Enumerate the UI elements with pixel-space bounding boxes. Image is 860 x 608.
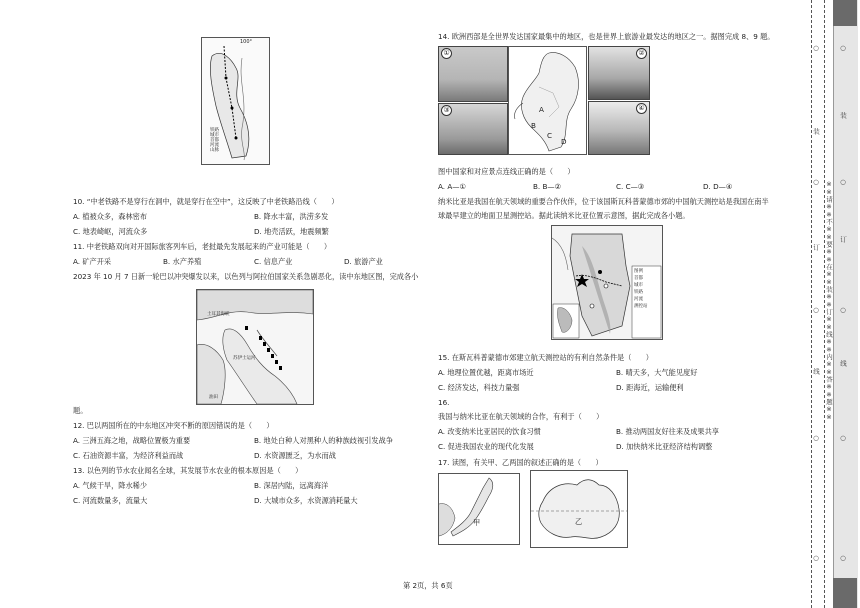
q14-option-b: B. B—② [533, 182, 562, 191]
map-letter-d: D [561, 137, 567, 146]
legend-item: 河流 [210, 143, 219, 148]
europe-map [508, 46, 587, 155]
inner-label-xian: 线 [839, 360, 847, 367]
q12-option-c: C. 石油资源丰富，为经济利益而战 [73, 451, 184, 460]
circle-mark: ○ [839, 434, 847, 442]
q10-option-b: B. 降水丰富，洪涝多发 [254, 212, 329, 221]
q16-option-b: B. 推动两国友好往来及成果共享 [616, 427, 719, 436]
legend-item: 首都 [634, 276, 643, 281]
intro-15-line2: 球最早建立的地面卫星测控站。据此读纳米比亚位置示意图，据此完成各小题。 [438, 211, 690, 220]
photo-4 [588, 101, 650, 155]
page-footer: 第 2页，共 6页 [403, 581, 453, 590]
inner-label-zhuang: 装 [839, 112, 847, 119]
binding-strip [803, 0, 860, 608]
photo-2 [588, 46, 650, 100]
q16-option-c: C. 促进我国农业的现代化发展 [438, 442, 534, 451]
legend-item: 河流 [634, 297, 643, 302]
laos-railway-map [201, 37, 270, 165]
map-letter-a: A [539, 105, 544, 114]
intro-15-line1: 纳米比亚是我国在航天领域的重要合作伙伴，位于该国斯瓦科普蒙德市郊的中国航天测控站是我国在南半 [438, 197, 769, 206]
q12-stem: 12. 巴以两国所在的中东地区冲突不断的原因错误的是（ ） [73, 421, 274, 430]
q14-option-d: D. D—④ [703, 182, 733, 191]
australia-drawing [531, 471, 627, 547]
map4-country-b: 乙 [575, 517, 583, 526]
intro-12-line2: 题。 [73, 406, 88, 415]
outer-label-ding: 订 [812, 244, 820, 251]
binding-notice: ※※请※※不※※要※※在※※装※※订※※线※※内※※答※※题※※ [825, 180, 833, 421]
photo-number: ④ [636, 103, 647, 114]
q11-option-a: A. 矿产开采 [73, 257, 112, 266]
map1-lat-label: 100° [240, 39, 253, 45]
q10-stem: 10. “中老铁路不是穿行在洞中，就是穿行在空中”，这反映了中老铁路沿线（ ） [73, 197, 339, 206]
q15-stem: 15. 在斯瓦科普蒙德市郊建立航天测控站的有利自然条件是（ ） [438, 353, 653, 362]
binding-panel [833, 0, 858, 608]
photo-1 [438, 46, 508, 102]
legend-item: 城市 [210, 133, 219, 138]
photo-number: ② [636, 48, 647, 59]
map2-legend: 油田 [209, 395, 218, 400]
q10-option-c: C. 地表崎岖，河流众多 [73, 227, 148, 236]
map2-sea-label: 土耳其海峡 [207, 312, 230, 317]
q16-option-d: D. 加快纳米比亚经济结构调整 [616, 442, 713, 451]
q11-option-d: D. 旅游产业 [344, 257, 383, 266]
japan-drawing [439, 474, 519, 544]
legend-item: 城市 [634, 283, 643, 288]
q16-stem: 我国与纳米比亚在航天领域的合作，有利于（ ） [438, 412, 604, 421]
middle-east-drawing [197, 290, 313, 404]
q12-option-a: A. 三洲五海之地，战略位置极为重要 [73, 436, 191, 445]
q10-option-a: A. 植被众多，森林密布 [73, 212, 148, 221]
legend-item: 测控站 [634, 304, 648, 309]
legend-item: 铁路 [634, 290, 643, 295]
q10-option-d: D. 地壳活跃，地震频繁 [254, 227, 329, 236]
binding-corner-mark [833, 578, 857, 608]
q12-option-b: B. 地处白种人对黑种人的种族歧视引发战争 [254, 436, 393, 445]
q13-option-c: C. 河流数量多，流量大 [73, 496, 148, 505]
q14-option-a: A. A—① [438, 182, 466, 191]
q17-stem: 17. 读图，有关甲、乙两国的叙述正确的是（ ） [438, 458, 603, 467]
map2-canal-label: 苏伊士运河 [233, 356, 256, 361]
q13-stem: 13. 以色列的节水农业闻名全球，其发展节水农业的根本原因是（ ） [73, 466, 303, 475]
q11-option-c: C. 信息产业 [254, 257, 293, 266]
legend-item: 山脉 [210, 148, 219, 153]
photo-number: ③ [441, 105, 452, 116]
middle-east-map [196, 289, 314, 405]
map4-country-a: 甲 [473, 518, 481, 527]
circle-mark: ○ [812, 434, 820, 442]
q13-option-a: A. 气候干旱，降水稀少 [73, 481, 148, 490]
legend-item: 铁路 [210, 128, 219, 133]
q15-option-a: A. 地理位置优越，距离市场近 [438, 368, 534, 377]
map1-legend [210, 128, 219, 153]
binding-corner-mark [833, 0, 857, 26]
intro-12-line1: 2023 年 10 月 7 日新一轮巴以冲突爆发以来，以色列与阿拉伯国家关系急剧恶化，读中东地区图，完成各小 [73, 272, 419, 281]
outer-label-zhuang: 装 [812, 128, 820, 135]
map-letter-c: C [547, 131, 553, 140]
q16-number: 16. [438, 398, 450, 407]
circle-mark: ○ [839, 44, 847, 52]
q14-option-c: C. C—③ [616, 182, 645, 191]
australia-map [530, 470, 628, 548]
circle-mark: ○ [812, 44, 820, 52]
q15-option-b: B. 晴天多，大气能见度好 [616, 368, 698, 377]
q13-option-b: B. 深居内陆，远离海洋 [254, 481, 329, 490]
circle-mark: ○ [839, 554, 847, 562]
q11-option-b: B. 水产养殖 [163, 257, 202, 266]
q11-stem: 11. 中老铁路双向对开国际旅客列车后，老挝最先发展起来的产业可能是（ ） [73, 242, 332, 251]
inner-label-ding: 订 [839, 236, 847, 243]
circle-mark: ○ [812, 306, 820, 314]
outer-label-xian: 线 [812, 368, 820, 375]
q15-option-d: D. 距海近，运输便利 [616, 383, 684, 392]
circle-mark: ○ [812, 554, 820, 562]
map-letter-b: B [531, 121, 536, 130]
q13-option-d: D. 大城市众多，水资源消耗量大 [254, 496, 358, 505]
circle-mark: ○ [839, 178, 847, 186]
q14-intro: 14. 欧洲西部是全世界发达国家最集中的地区，也是世界上旅游业最发达的地区之一。据图完成 8、9 题。 [438, 32, 775, 41]
legend-item: 首都 [210, 138, 219, 143]
dotted-fold-line [811, 0, 812, 608]
photo-number: ① [441, 48, 452, 59]
namibia-map [551, 225, 663, 340]
q15-option-c: C. 经济发达，科技力量强 [438, 383, 520, 392]
q14-stem: 图中国家和对应景点连线正确的是（ ） [438, 167, 575, 176]
japan-map [438, 473, 520, 545]
legend-item: 图例 [634, 269, 643, 274]
photo-3 [438, 103, 508, 155]
q12-option-d: D. 水资源匮乏，为水而战 [254, 451, 336, 460]
circle-mark: ○ [839, 306, 847, 314]
map3-legend [634, 268, 648, 310]
q16-option-a: A. 改变纳米比亚居民的饮食习惯 [438, 427, 541, 436]
circle-mark: ○ [812, 178, 820, 186]
